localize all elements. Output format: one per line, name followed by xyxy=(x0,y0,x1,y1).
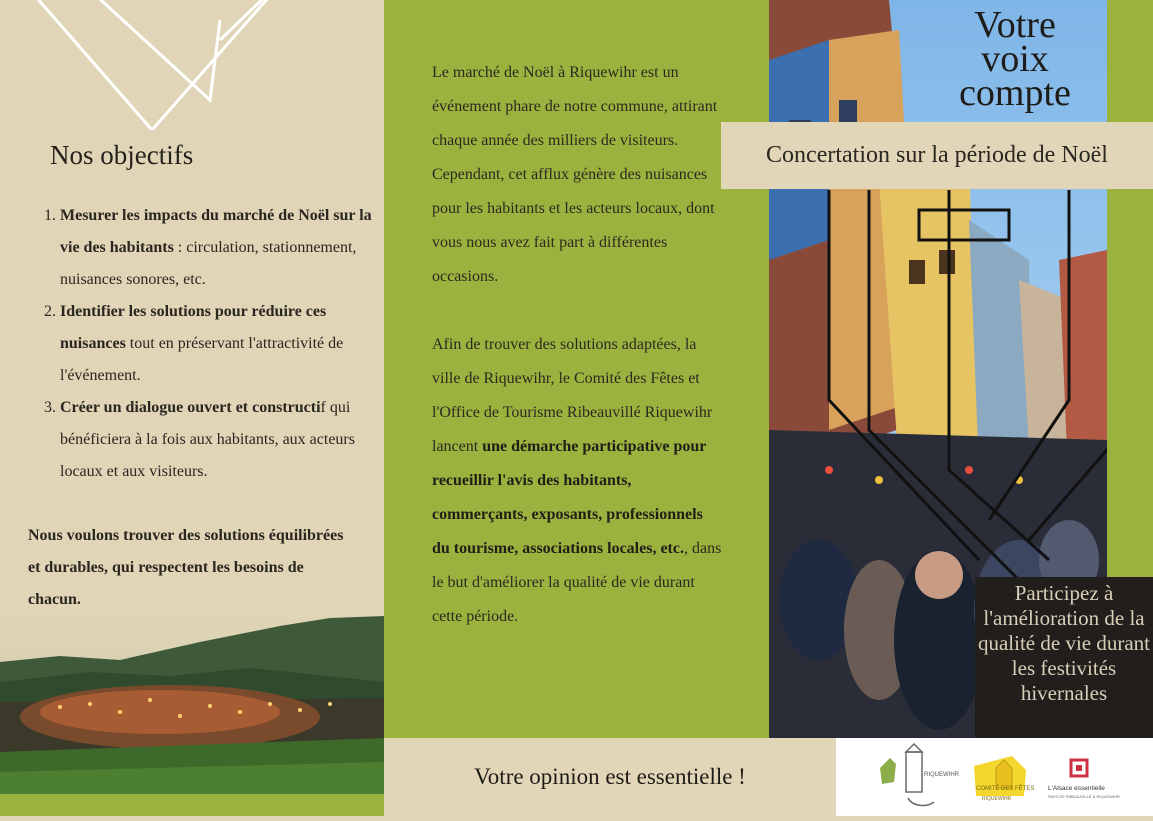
green-strip xyxy=(0,794,384,816)
svg-text:COMITÉ DES FÊTES: COMITÉ DES FÊTES xyxy=(976,786,1035,792)
comite-des-fetes-logo xyxy=(974,756,1034,802)
concertation-banner xyxy=(721,122,1153,189)
participation-callout: Participez à l'amélioration de la qualité de vie durant les festivités hivernales xyxy=(975,577,1153,738)
svg-text:RIQUEWIHR: RIQUEWIHR xyxy=(982,796,1012,802)
context-paragraph-1: Le marché de Noël à Riquewihr est un événement phare de notre commune, attirant chaque année des milliers de visiteurs. Cependant, cet afflux génère des nuisances pour les habitants et les acteurs locaux, dont vous nous avez fait part à différentes occasions. xyxy=(432,64,718,285)
context-paragraph-2: Afin de trouver des solutions adaptées, la ville de Riquewihr, le Comité des Fêtes et l'Office de Tourisme Ribeauvillé Riquewihr lancent une démarche participative pour recueillir l'avis des habitants, commerçants, exposants, professionnels du tourisme, associations locales, etc., dans le but d'améliorer la qualité de vie durant cette période. xyxy=(432,336,722,625)
objective-item: 3. Créer un dialogue ouvert et constructif qui bénéficiera à la fois aux habitants, aux acteurs locaux et aux visiteurs. xyxy=(60,392,378,488)
svg-text:RIQUEWIHR: RIQUEWIHR xyxy=(924,772,959,778)
svg-text:PAYS DE RIBEAUVILLÉ & RIQUEWIH: PAYS DE RIBEAUVILLÉ & RIQUEWIHR xyxy=(1048,794,1120,799)
campaign-title: Votre voix compte xyxy=(959,4,1071,114)
opinion-banner xyxy=(384,738,836,816)
objectives-list xyxy=(40,200,378,488)
svg-text:L'Alsace essentielle: L'Alsace essentielle xyxy=(1048,785,1105,792)
chevron-decoration xyxy=(20,0,290,130)
objective-item: 1. Mesurer les impacts du marché de Noël sur la vie des habitants : circulation, stationnement, nuisances sonores, etc. xyxy=(60,200,378,296)
riquewihr-logo xyxy=(880,744,960,805)
objectives-panel xyxy=(0,0,384,816)
objectives-heading: Nos objectifs xyxy=(50,140,194,170)
village-landscape-image xyxy=(0,612,384,794)
partner-logos xyxy=(836,738,1153,816)
objectives-summary: Nous voulons trouver des solutions équilibrées et durables, qui respectent les besoins de chacun. xyxy=(28,527,344,608)
context-panel xyxy=(384,0,769,738)
partner-logos-image xyxy=(836,738,1153,816)
concertation-text: Concertation sur la période de Noël xyxy=(766,142,1108,168)
objective-item: 2. Identifier les solutions pour réduire ces nuisances tout en préservant l'attractivité de l'événement. xyxy=(60,296,378,392)
opinion-text: Votre opinion est essentielle ! xyxy=(474,764,746,789)
alsace-essentielle-logo xyxy=(1048,760,1120,799)
